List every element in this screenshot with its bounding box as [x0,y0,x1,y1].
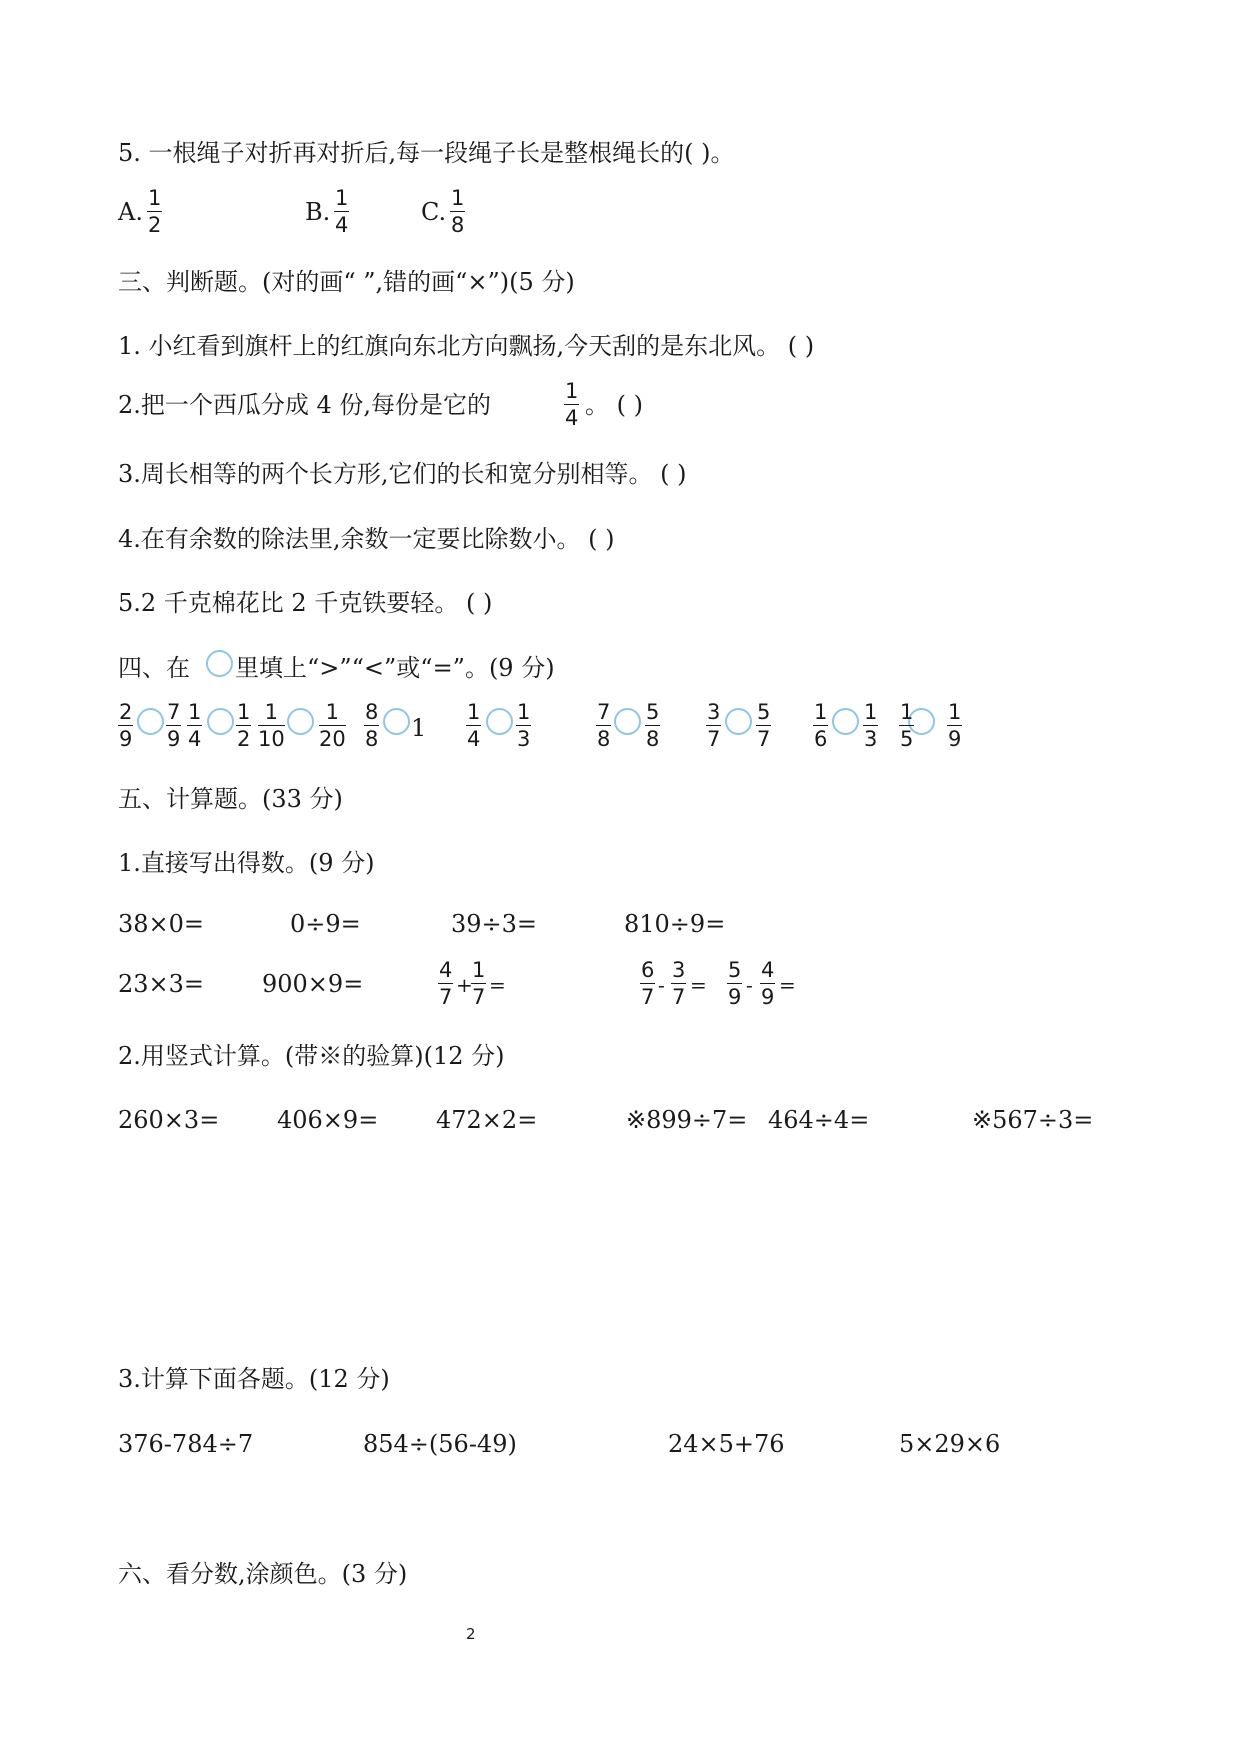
fraction: $\frac{1}{10}$ [258,700,285,751]
section3-title: 三、判断题。(对的画“ ”,错的画“×”)(5 分) [118,268,575,296]
equals: = [779,973,796,997]
judge-item-1: 1. 小红看到旗杆上的红旗向东北方向飘扬,今天刮的是东北风。 ( ) [118,332,815,360]
section4-title-pre: 四、在 [118,654,190,682]
fraction: $\frac{7}{9}$ [167,700,181,751]
expression: 464÷4= [768,1106,870,1134]
judge-item-2-fraction: $\frac{1}{4}$ [565,379,579,430]
fraction: $\frac{2}{9}$ [119,700,133,751]
compare-circle[interactable] [287,708,314,735]
equals: = [690,973,707,997]
fraction: $\frac{3}{7}$ [672,958,686,1009]
judge-item-2-text: 2.把一个西瓜分成 4 份,每份是它的 [118,391,492,419]
expression: 406×9= [277,1106,379,1134]
section6-title: 六、看分数,涂颜色。(3 分) [118,1560,408,1588]
compare-circle[interactable] [207,708,234,735]
fraction: $\frac{5}{7}$ [757,700,771,751]
fraction: $\frac{1}{7}$ [472,958,486,1009]
compare-circle[interactable] [486,708,513,735]
expression: 5×29×6 [899,1430,1001,1458]
option-b-fraction: $\frac{1}{4}$ [335,186,349,237]
fraction: $\frac{1}{3}$ [517,700,531,751]
operator: + [456,973,473,997]
judge-item-3: 3.周长相等的两个长方形,它们的长和宽分别相等。 ( ) [118,460,687,488]
fraction: $\frac{1}{3}$ [864,700,878,751]
fraction: $\frac{1}{4}$ [188,700,202,751]
section5-title: 五、计算题。(33 分) [118,785,343,813]
fraction: $\frac{6}{7}$ [641,958,655,1009]
fraction: $\frac{4}{9}$ [761,958,775,1009]
compare-circle[interactable] [614,708,641,735]
fraction: $\frac{5}{8}$ [646,700,660,751]
fraction: $\frac{3}{7}$ [707,700,721,751]
operator: - [746,973,753,997]
option-c-label: C. [421,198,447,226]
expression: 24×5+76 [668,1430,785,1458]
expression: 900×9= [262,970,364,998]
expression: 472×2= [436,1106,538,1134]
expression: 0÷9= [290,910,361,938]
option-b-label: B. [305,198,331,226]
expression: 260×3= [118,1106,220,1134]
option-c-fraction: $\frac{1}{8}$ [451,186,465,237]
q5-stem: 5. 一根绳子对折再对折后,每一段绳子长是整根绳长的( )。 [118,139,735,167]
expression: 854÷(56-49) [363,1430,517,1458]
expression: 810÷9= [624,910,726,938]
expression: 38×0= [118,910,205,938]
fraction: $\frac{1}{9}$ [948,700,962,751]
fraction: $\frac{8}{8}$ [365,700,379,751]
part1-title: 1.直接写出得数。(9 分) [118,849,375,877]
expression: 376-784÷7 [118,1430,254,1458]
fraction: $\frac{5}{9}$ [728,958,742,1009]
part2-title: 2.用竖式计算。(带※的验算)(12 分) [118,1042,505,1070]
compare-circle[interactable] [383,708,410,735]
fraction: $\frac{1}{5}$ [900,700,914,751]
judge-item-4: 4.在有余数的除法里,余数一定要比除数小。 ( ) [118,525,615,553]
expression: 39÷3= [451,910,538,938]
compare-circle[interactable] [725,708,752,735]
fraction: $\frac{4}{7}$ [439,958,453,1009]
compare-circle[interactable] [832,708,859,735]
operator: - [658,973,665,997]
fraction: $\frac{7}{8}$ [597,700,611,751]
expression: ※567÷3= [972,1106,1094,1134]
part3-title: 3.计算下面各题。(12 分) [118,1365,390,1393]
judge-item-5: 5.2 千克棉花比 2 千克铁要轻。 ( ) [118,589,493,617]
expression: ※899÷7= [626,1106,748,1134]
whole-number: 1 [411,714,427,742]
equals: = [489,973,506,997]
circle-blank-icon [206,650,233,677]
fraction: $\frac{1}{4}$ [467,700,481,751]
option-a-fraction: $\frac{1}{2}$ [148,186,162,237]
judge-item-2-tail: 。 ( ) [585,391,643,419]
fraction: $\frac{1}{2}$ [237,700,251,751]
section4-title-post: 里填上“>”“<”或“=”。(9 分) [235,654,555,682]
fraction: $\frac{1}{6}$ [814,700,828,751]
option-a-label: A. [118,198,143,226]
compare-circle[interactable] [137,708,164,735]
fraction: $\frac{1}{20}$ [319,700,346,751]
page-number: 2 [466,1625,476,1643]
expression: 23×3= [118,970,205,998]
